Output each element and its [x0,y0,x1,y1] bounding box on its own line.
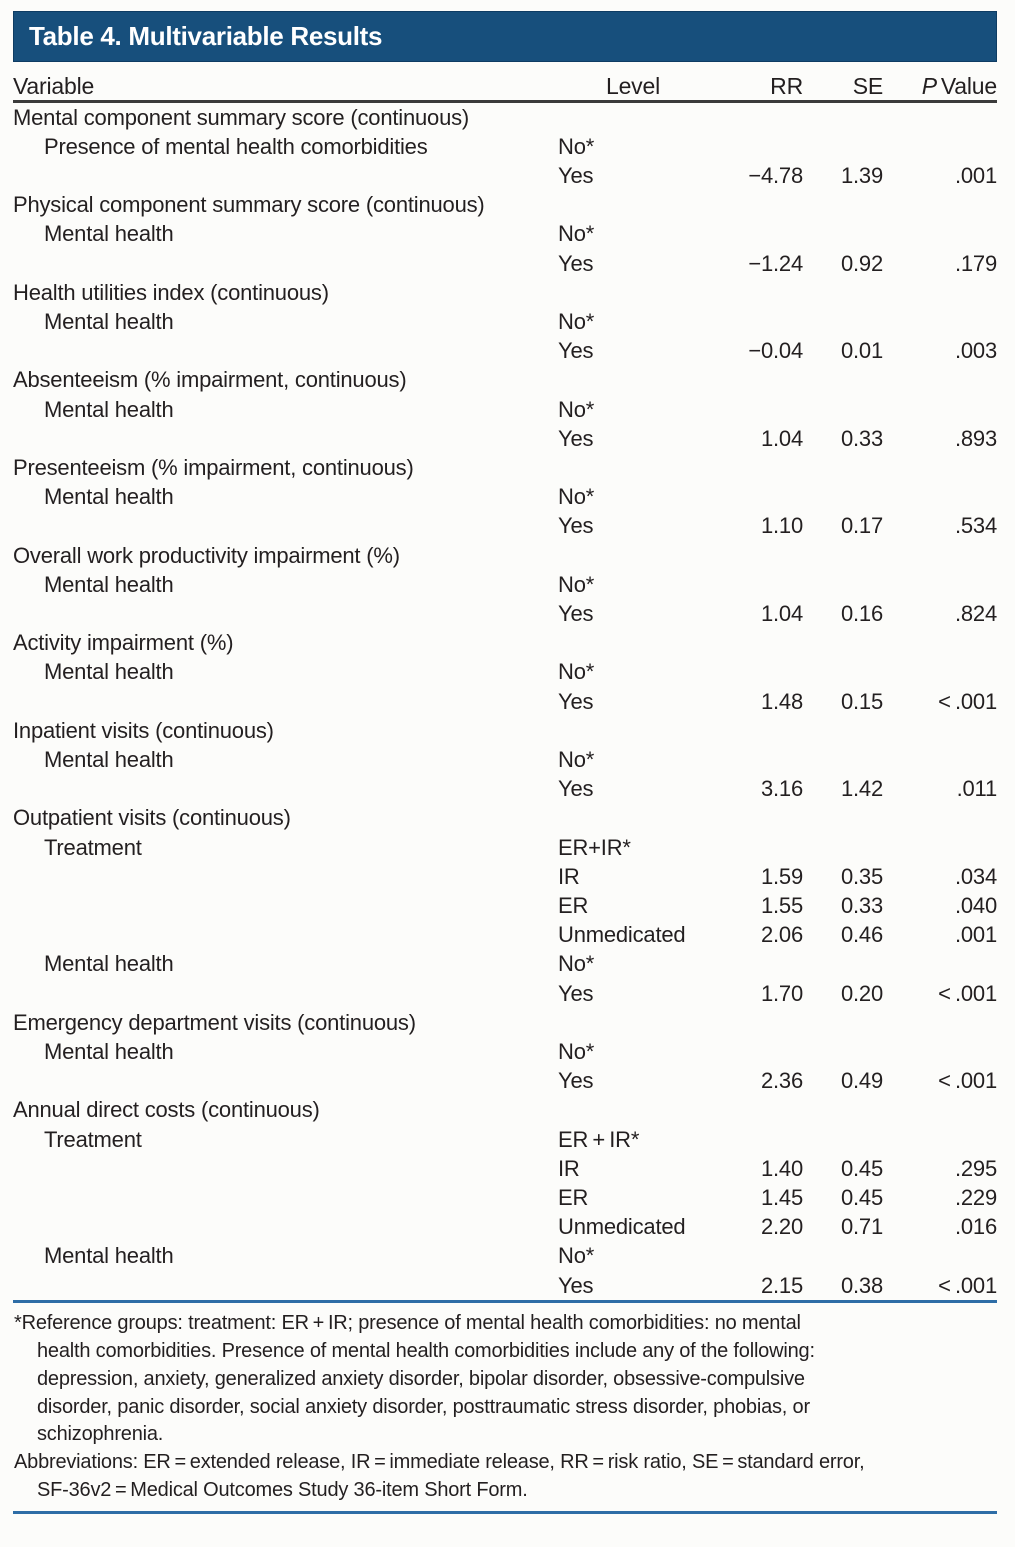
level-cell: Yes [558,162,594,188]
pvalue-cell [883,1037,997,1066]
table-row [13,949,997,978]
pvalue-cell: .016 [954,1214,997,1240]
rr-cell [708,833,803,862]
variable-cell: Mental health [44,1243,174,1269]
table-row [13,891,997,920]
rr-cell [708,1241,803,1270]
se-cell: 0.92 [840,250,883,276]
table-row [13,249,997,278]
pvalue-cell [883,1241,997,1270]
rr-cell [708,745,803,774]
level-cell: No* [558,133,595,159]
table-row [13,920,997,949]
rr-cell: 1.48 [760,688,803,714]
table-title: Table 4. Multivariable Results [29,21,383,51]
variable-cell: Overall work productivity impairment (%) [13,542,400,568]
table-row [13,1125,997,1154]
pvalue-cell: .011 [956,776,997,802]
variable-cell: Absenteeism (% impairment, continuous) [13,367,407,393]
variable-cell: Mental health [44,396,174,422]
rr-cell: 1.70 [760,980,803,1006]
column-header-se: SE [803,62,883,101]
rr-cell: −4.78 [748,162,803,188]
pvalue-header-italic-p: P [921,72,937,99]
se-cell: 0.15 [840,688,883,714]
rr-cell [708,1037,803,1066]
pvalue-cell [883,219,997,248]
pvalue-cell [883,482,997,511]
table-row [13,1154,997,1183]
table-row [13,541,997,570]
se-cell: 0.38 [840,1272,883,1298]
table-row [13,570,997,599]
level-cell: Yes [558,600,594,626]
rr-cell: 3.16 [760,776,803,802]
table-row [13,1212,997,1241]
variable-cell [13,862,558,891]
level-cell: No* [558,396,595,422]
table-row [13,1271,997,1300]
pvalue-cell: .003 [954,338,997,364]
variable-cell [13,774,558,803]
se-cell: 0.45 [840,1155,883,1181]
table-row [13,219,997,248]
variable-cell: Health utilities index (continuous) [13,279,329,305]
footnote-line: disorder, panic disorder, social anxiety disorder, posttraumatic stress disorder, phobias, or [37,1395,810,1418]
table-row [13,395,997,424]
pvalue-cell: .034 [954,863,997,889]
divider-bottom [13,1511,997,1514]
level-cell: ER [558,892,589,918]
table-row [13,687,997,716]
table-row [13,132,997,161]
se-cell: 0.46 [840,922,883,948]
table-row [13,745,997,774]
se-cell [803,1241,883,1270]
se-cell [803,395,883,424]
table-row [13,278,997,307]
header-row [13,62,997,101]
rr-cell [708,219,803,248]
pvalue-cell [883,307,997,336]
level-cell: ER+IR* [558,834,631,860]
footnote-line: depression, anxiety, generalized anxiety disorder, bipolar disorder, obsessive-compulsive [37,1367,805,1390]
variable-cell [13,1271,558,1300]
results-table [13,62,997,1300]
rr-cell: 1.59 [760,863,803,889]
se-cell: 0.20 [840,980,883,1006]
rr-cell: 2.06 [760,922,803,948]
pvalue-cell [883,1125,997,1154]
table-row [13,161,997,190]
pvalue-cell [883,657,997,686]
variable-cell: Mental health [44,659,174,685]
variable-cell [13,1183,558,1212]
se-cell: 1.42 [840,776,883,802]
variable-cell: Inpatient visits (continuous) [13,717,274,743]
pvalue-cell: < .001 [938,1068,997,1094]
se-cell: 1.39 [840,162,883,188]
variable-cell [13,979,558,1008]
table-row [13,453,997,482]
table-row [13,101,997,132]
level-cell: No* [558,659,595,685]
variable-cell: Mental health [44,746,174,772]
se-cell [803,482,883,511]
se-cell: 0.71 [840,1214,883,1240]
variable-cell: Activity impairment (%) [13,630,234,656]
se-cell: 0.33 [840,892,883,918]
column-header-rr: RR [708,62,803,101]
column-header-pvalue [883,62,997,101]
divider-above-footnotes [13,1300,997,1303]
level-cell: Yes [558,338,594,364]
variable-cell: Mental health [44,221,174,247]
level-cell: Yes [558,1068,594,1094]
rr-cell [708,1125,803,1154]
column-header-variable: Variable [13,62,558,101]
level-cell: No* [558,221,595,247]
footnote-line: schizophrenia. [37,1423,164,1446]
table-row [13,1037,997,1066]
rr-cell [708,132,803,161]
table-row [13,365,997,394]
se-cell [803,657,883,686]
variable-cell: Presence of mental health comorbidities [44,133,428,159]
pvalue-cell: .001 [954,162,997,188]
pvalue-cell: < .001 [938,1272,997,1298]
level-cell: Yes [558,776,594,802]
variable-cell [13,687,558,716]
variable-cell: Mental health [44,484,174,510]
variable-cell [13,336,558,365]
table-row [13,803,997,832]
table-row [13,336,997,365]
table-row [13,424,997,453]
variable-cell: Mental health [44,951,174,977]
rr-cell [708,570,803,599]
table-row [13,307,997,336]
pvalue-cell [883,833,997,862]
variable-cell: Mental health [44,308,174,334]
table-row [13,716,997,745]
pvalue-cell: .179 [954,250,997,276]
table-header [13,62,997,101]
pvalue-cell: < .001 [938,980,997,1006]
level-cell: Unmedicated [558,1214,686,1240]
level-cell: Yes [558,250,594,276]
level-cell: Unmedicated [558,922,686,948]
rr-cell: 1.10 [760,513,803,539]
table-row [13,979,997,1008]
table-figure [13,11,997,1514]
variable-cell: Outpatient visits (continuous) [13,805,291,831]
table-row [13,511,997,540]
variable-cell [13,511,558,540]
variable-cell [13,249,558,278]
rr-cell: 2.20 [760,1214,803,1240]
pvalue-cell: .824 [954,600,997,626]
variable-cell: Mental health [44,1039,174,1064]
pvalue-cell [883,745,997,774]
rr-cell: 1.40 [760,1155,803,1181]
rr-cell [708,657,803,686]
level-cell: IR [558,863,580,889]
variable-cell [13,599,558,628]
variable-cell [13,161,558,190]
se-cell: 0.45 [840,1185,883,1211]
footnote-line: *Reference groups: treatment: ER + IR; presence of mental health comorbidities: no mental [14,1311,801,1334]
se-cell [803,219,883,248]
pvalue-cell: < .001 [938,688,997,714]
pvalue-cell: .295 [954,1155,997,1181]
level-cell: No* [558,484,595,510]
pvalue-cell [883,395,997,424]
se-cell [803,307,883,336]
table-row [13,599,997,628]
variable-cell [13,891,558,920]
table-row [13,1241,997,1270]
se-cell [803,833,883,862]
rr-cell [708,395,803,424]
level-cell: ER + IR* [558,1126,640,1152]
rr-cell [708,949,803,978]
table-row [13,190,997,219]
table-row [13,1008,997,1037]
level-cell: No* [558,746,595,772]
pvalue-cell: .001 [954,922,997,948]
variable-cell [13,1066,558,1095]
se-cell [803,949,883,978]
variable-cell: Treatment [44,834,142,860]
rr-cell [708,482,803,511]
table-row [13,1095,997,1124]
level-cell: IR [558,1155,580,1181]
pvalue-cell [883,949,997,978]
footnote-line: health comorbidities. Presence of mental health comorbidities include any of the following: [37,1339,815,1362]
level-cell: Yes [558,513,594,539]
se-cell [803,132,883,161]
rr-cell: 1.55 [760,892,803,918]
table-row [13,1183,997,1212]
se-cell: 0.33 [840,425,883,451]
variable-cell: Physical component summary score (continuous) [13,192,485,218]
table-row [13,628,997,657]
se-cell: 0.16 [840,600,883,626]
se-cell [803,570,883,599]
se-cell: 0.01 [840,338,883,364]
pvalue-cell: .534 [954,513,997,539]
pvalue-cell: .040 [954,892,997,918]
column-header-level: Level [558,62,708,101]
table-row [13,482,997,511]
rr-cell: 1.04 [760,425,803,451]
variable-cell: Mental component summary score (continuous) [13,104,470,130]
variable-cell: Emergency department visits (continuous) [13,1009,416,1035]
footnotes [13,1310,997,1505]
se-cell: 0.35 [840,863,883,889]
table-body [13,101,997,1300]
variable-cell: Mental health [44,571,174,597]
table-row [13,833,997,862]
level-cell: Yes [558,425,594,451]
variable-cell: Annual direct costs (continuous) [13,1097,320,1123]
pvalue-cell: .893 [954,425,997,451]
level-cell: Yes [558,1272,594,1298]
variable-cell: Treatment [44,1126,142,1152]
rr-cell: 2.15 [760,1272,803,1298]
rr-cell: 2.36 [760,1068,803,1094]
table-row [13,657,997,686]
table-row [13,1066,997,1095]
pvalue-cell: .229 [954,1185,997,1211]
level-cell: No* [558,308,595,334]
table-row [13,774,997,803]
level-cell: No* [558,571,595,597]
se-cell [803,1125,883,1154]
se-cell: 0.49 [840,1068,883,1094]
level-cell: ER [558,1185,589,1211]
rr-cell: −1.24 [748,250,803,276]
table-title-bar [13,11,997,62]
variable-cell [13,424,558,453]
rr-cell: 1.04 [760,600,803,626]
level-cell: No* [558,951,595,977]
level-cell: No* [558,1039,595,1064]
variable-cell [13,1154,558,1183]
variable-cell: Presenteeism (% impairment, continuous) [13,454,414,480]
pvalue-header-word: Value [940,72,997,99]
level-cell: No* [558,1243,595,1269]
level-cell: Yes [558,980,594,1006]
rr-cell [708,307,803,336]
table-row [13,862,997,891]
se-cell [803,745,883,774]
pvalue-cell [883,132,997,161]
rr-cell: 1.45 [760,1185,803,1211]
variable-cell [13,920,558,949]
se-cell: 0.17 [840,513,883,539]
level-cell: Yes [558,688,594,714]
pvalue-cell [883,570,997,599]
variable-cell [13,1212,558,1241]
se-cell [803,1037,883,1066]
footnote-line: Abbreviations: ER = extended release, IR = immediate release, RR = risk ratio, SE = standard error, [14,1451,865,1474]
footnote-line: SF-36v2 = Medical Outcomes Study 36-item Short Form. [37,1479,528,1502]
rr-cell: −0.04 [748,338,803,364]
